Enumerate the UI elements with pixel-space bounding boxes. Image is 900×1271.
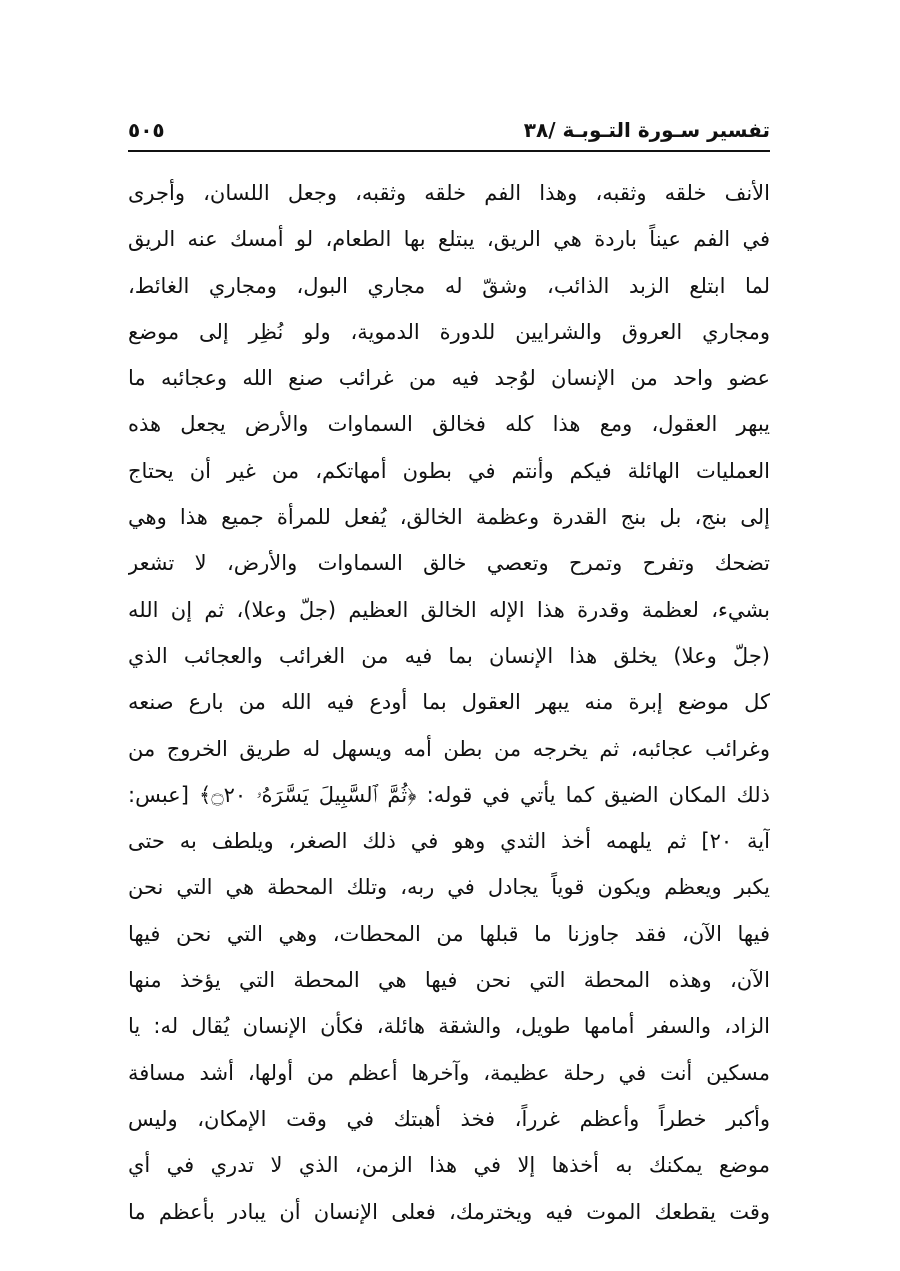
running-title: تفسير سـورة التـوبـة /٣٨	[523, 118, 770, 142]
text-line: وقت يقطعك الموت فيه ويخترمك، فعلى الإنسان أن يبادر بأعظم ما	[128, 1199, 770, 1224]
running-header	[128, 112, 770, 148]
text-line: لما ابتلع الزبد الذائب، وشقّ له مجاري البول، ومجاري الغائط،	[128, 273, 770, 298]
text-line: بشيء، لعظمة وقدرة هذا الإله الخالق العظيم (جلّ وعلا)، ثم إن الله	[128, 597, 770, 622]
text-line: يبهر العقول، ومع هذا كله فخالق السماوات والأرض يجعل هذه	[128, 412, 770, 437]
text-line: عضو واحد من الإنسان لوُجد فيه من غرائب صنع الله وعجائبه ما	[128, 366, 770, 391]
header-rule	[128, 150, 770, 152]
text-line: آية ٢٠] ثم يلهمه أخذ الثدي وهو في ذلك الصغر، ويلطف به حتى	[128, 829, 770, 854]
quran-quote-line: ذلك المكان الضيق كما يأتي في قوله: ﴿ثُمَّ ٱلسَّبِيلَ يَسَّرَهُۥ ۝٢٠﴾ [عبس:	[128, 782, 770, 807]
text-line: وأكبر خطراً وأعظم غرراً، فخذ أهبتك في وقت الإمكان، وليس	[128, 1106, 770, 1131]
body-text	[128, 170, 770, 1235]
text-line: (جلّ وعلا) يخلق هذا الإنسان بما فيه من الغرائب والعجائب الذي	[128, 643, 770, 668]
page-number: ٥٠٥	[128, 118, 165, 142]
text-line: ومجاري العروق والشرايين للدورة الدموية، ولو نُظِر إلى موضع	[128, 319, 770, 344]
text-line: الأنف خلقه وثقبه، وهذا الفم خلقه وثقبه، وجعل اللسان، وأجرى	[128, 181, 770, 205]
text-line: وغرائب عجائبه، ثم يخرجه من بطن أمه ويسهل له طريق الخروج من	[128, 736, 770, 761]
text-line: موضع يمكنك به أخذها إلا في هذا الزمن، الذي لا تدري في أي	[128, 1153, 770, 1178]
text-line: إلى بنج، بل بنج القدرة وعظمة الخالق، يُفعل للمرأة جميع هذا وهي	[128, 505, 770, 530]
text-line: الزاد، والسفر أمامها طويل، والشقة هائلة، فكأن الإنسان يُقال له: يا	[128, 1014, 770, 1039]
text-line: تضحك وتفرح وتمرح وتعصي خالق السماوات والأرض، لا تشعر	[128, 551, 770, 576]
text-line: مسكين أنت في رحلة عظيمة، وآخرها أعظم من أولها، أشد مسافة	[128, 1060, 770, 1085]
text-line: فيها الآن، فقد جاوزنا ما قبلها من المحطات، وهي التي نحن فيها	[128, 921, 770, 946]
text-line: العمليات الهائلة فيكم وأنتم في بطون أمهاتكم، من غير أن يحتاج	[128, 458, 770, 483]
text-line: يكبر ويعظم ويكون قوياً يجادل في ربه، وتلك المحطة هي التي نحن	[128, 875, 770, 900]
text-line: في الفم عيناً باردة هي الريق، يبتلع بها الطعام، لو أمسك عنه الريق	[128, 227, 770, 252]
text-line: الآن، وهذه المحطة التي نحن فيها هي المحطة التي يؤخذ منها	[128, 968, 770, 993]
text-line: كل موضع إبرة منه يبهر العقول بما أودع فيه الله من بارع صنعه	[128, 690, 770, 715]
